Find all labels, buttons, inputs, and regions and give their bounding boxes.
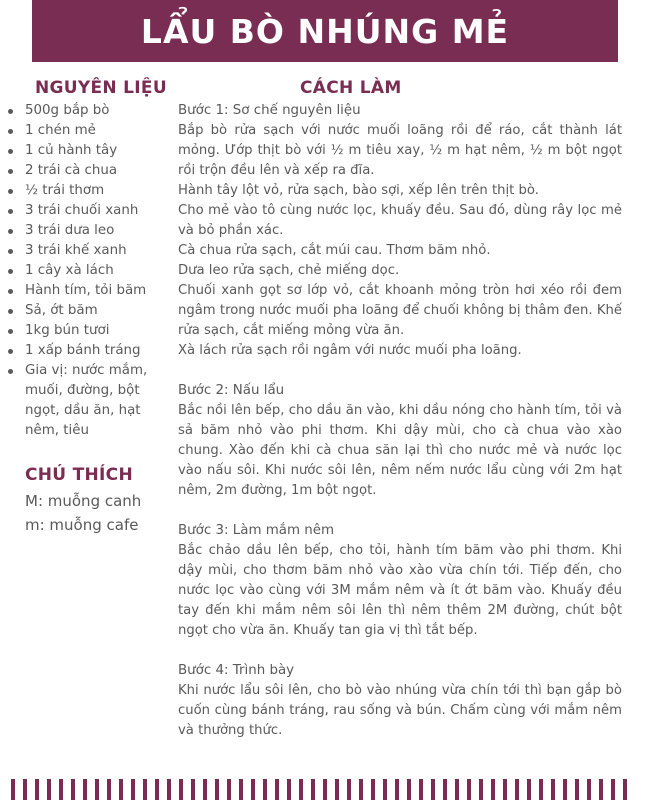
- ingredient-item: Sả, ớt băm: [6, 301, 166, 321]
- ingredient-item: 1 chén mẻ: [6, 121, 166, 141]
- ingredient-item: 3 trái dưa leo: [6, 221, 166, 241]
- ingredient-item: 1kg bún tươi: [6, 321, 166, 341]
- method-heading: CÁCH LÀM: [300, 78, 402, 98]
- step-title: Bước 1: Sơ chế nguyên liệu: [178, 103, 361, 118]
- ingredient-item: 1 cây xà lách: [6, 261, 166, 281]
- step-paragraph: Khi nước lẩu sôi lên, cho bò vào nhúng vừa chín tới thì bạn gắp bò cuốn cùng bánh tráng, rau sống và bún. Chấm cùng với mắm nêm và thưởng thức.: [178, 683, 622, 738]
- title-banner: [32, 0, 618, 62]
- note-item: m: muỗng cafe: [25, 516, 139, 534]
- decorative-bottom-stripe: [11, 779, 631, 800]
- ingredients-heading: NGUYÊN LIỆU: [35, 78, 167, 98]
- method-section: [178, 101, 622, 761]
- method-step: [178, 381, 622, 501]
- ingredient-item: 3 trái khế xanh: [6, 241, 166, 261]
- step-paragraph: Dưa leo rửa sạch, chẻ miếng dọc.: [178, 263, 400, 278]
- ingredient-item: Gia vị: nước mắm, muối, đường, bột ngọt, dầu ăn, hạt nêm, tiêu: [6, 361, 166, 441]
- note-item: M: muỗng canh: [25, 492, 142, 510]
- recipe-title: LẨU BÒ NHÚNG MẺ: [140, 11, 510, 51]
- ingredient-item: ½ trái thơm: [6, 181, 166, 201]
- step-paragraph: Xà lách rửa sạch rồi ngâm với nước muối pha loãng.: [178, 343, 522, 358]
- step-title: Bước 3: Làm mắm nêm: [178, 523, 335, 538]
- step-paragraph: Hành tây lột vỏ, rửa sạch, bào sợi, xếp lên trên thịt bò.: [178, 183, 539, 198]
- method-step: [178, 661, 622, 741]
- step-paragraph: Chuối xanh gọt sơ lớp vỏ, cắt khoanh mỏng tròn hơi xéo rồi đem ngâm trong nước muối pha loãng để chuối không bị thâm đen. Khế rửa sạch, cắt miếng mỏng vừa ăn.: [178, 283, 622, 338]
- step-title: Bước 2: Nấu lẩu: [178, 383, 285, 398]
- step-paragraph: Bắc chảo dầu lên bếp, cho tỏi, hành tím băm vào phi thơm. Khi dậy mùi, cho thơm băm nhỏ vào xào vừa chín tới. Tiếp đến, cho nước lọc vào cùng với 3M mắm nêm và ít ớt băm vào. Khuấy đều tay đến khi mắm nêm sôi lên thì nêm thêm 2M đường, chút bột ngọt cho vừa ăn. Khuấy tan gia vị thì tắt bếp.: [178, 543, 622, 638]
- notes-list: [25, 489, 175, 537]
- ingredient-item: 3 trái chuối xanh: [6, 201, 166, 221]
- notes-heading: CHÚ THÍCH: [25, 465, 133, 485]
- step-paragraph: Cho mẻ vào tô cùng nước lọc, khuấy đều. Sau đó, dùng rây lọc mẻ và bỏ phần xác.: [178, 203, 622, 238]
- method-step: [178, 101, 622, 361]
- ingredient-item: 1 xấp bánh tráng: [6, 341, 166, 361]
- step-paragraph: Bắp bò rửa sạch với nước muối loãng rồi để ráo, cắt thành lát mỏng. Ướp thịt bò với ½ m tiêu xay, ½ m hạt nêm, ½ m bột ngọt rồi trộn đều lên và xếp ra đĩa.: [178, 123, 622, 178]
- step-paragraph: Cà chua rửa sạch, cắt múi cau. Thơm băm nhỏ.: [178, 243, 491, 258]
- ingredients-list: [6, 101, 166, 441]
- ingredient-item: 1 củ hành tây: [6, 141, 166, 161]
- step-paragraph: Bắc nồi lên bếp, cho dầu ăn vào, khi dầu nóng cho hành tím, tỏi và sả băm nhỏ vào phi thơm. Khi dậy mùi, cho cà chua vào xào chung. Xào đến khi cà chua săn lại thì cho nước mẻ và nước lọc vào nấu sôi. Khi nước sôi lên, nêm nếm nước lẩu cùng với 2m hạt nêm, 2m đường, 1m bột ngọt.: [178, 403, 622, 498]
- method-step: [178, 521, 622, 641]
- ingredient-item: Hành tím, tỏi băm: [6, 281, 166, 301]
- ingredient-item: 500g bắp bò: [6, 101, 166, 121]
- ingredient-item: 2 trái cà chua: [6, 161, 166, 181]
- step-title: Bước 4: Trình bày: [178, 663, 295, 678]
